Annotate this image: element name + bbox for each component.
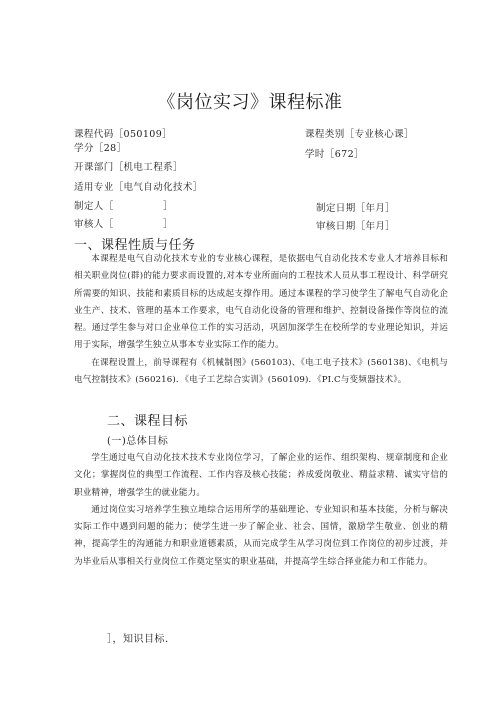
section-2-heading: 二、课程目标 xyxy=(107,414,189,429)
department: 开课部门［机电工程系］ xyxy=(74,162,183,173)
reviewer: 审核人［ ］ xyxy=(74,219,174,230)
course-type: 课程类别［专业核心课］ xyxy=(305,129,414,140)
reviewer-date: 审核日期［年月］ xyxy=(316,221,396,232)
major: 适用专业［电气自动化技术］ xyxy=(74,182,203,193)
section-1-body xyxy=(74,251,448,389)
section-1-paragraph-2: 在课程设置上，前导课程有《机械制图》(560103)、《电工电子技术》(560138)、《电机与电气控制技术》(560216)．《电子工艺综合实训》(560109)．《PI.C与变频器技术》。 xyxy=(74,357,448,386)
section-2-body xyxy=(74,450,448,571)
knowledge-goal-heading: ］，知识目标． xyxy=(107,634,176,645)
general-goal-heading: (一)总体目标 xyxy=(107,436,169,447)
hours: 学时［672］ xyxy=(305,149,364,160)
author-date: 制定日期［年月］ xyxy=(316,203,396,214)
section-2-paragraph-2: 通过岗位实习培养学生独立地综合运用所学的基础理论、专业知识和基本技能，分析与解决实际工作中遇到问题的能力；使学生进一步了解企业、社会、国情，激励学生敬业、创业的精神，提高学生的沟通能力和职业道德素质，从而完成学生从学习岗位到工作岗位的初步过渡，并为毕业后从事相关行业岗位工作奠定坚实的职业基础，并提高学生综合择业能力和工作能力。 xyxy=(74,504,448,567)
section-1-heading: 一、课程性质与任务 xyxy=(74,238,196,253)
author: 制定人［ ］ xyxy=(74,201,174,212)
section-1-paragraph-1: 本课程是电气自动化技术专业的专业核心课程，是依据电气自动化技术专业人才培养目标和相关职业岗位(群)的能力要求而设置的,对本专业所面向的工程技术人员从事工程设计、科学研究所需要的知识、技能和素质目标的达成起支撑作用。通过本课程的学习使学生了解电气自动化企业生产、技术、管理的基本工作要求，电气自动化设备的管理和维护、控制设备操作等岗位的流程。通过学生参与对口企业单位工作的实习活动，巩固加深学生在校所学的专业理论知识，并运用于实际，增强学生独立从事本专业实际工作的能力。 xyxy=(74,254,448,351)
course-code: 课程代码［050109］ xyxy=(74,129,173,140)
document-title: 《岗位实习》课程标准 xyxy=(157,92,343,113)
section-2-paragraph-1: 学生通过电气自动化技术技术专业岗位学习，了解企业的运作、组织架构、规章制度和企业文化；掌握岗位的典型工作流程、工作内容及核心技能；养成爱岗敬业、精益求精、诚实守信的职业精神，增强学生的就业能力。 xyxy=(74,453,448,498)
credits: 学分［28］ xyxy=(74,143,127,154)
